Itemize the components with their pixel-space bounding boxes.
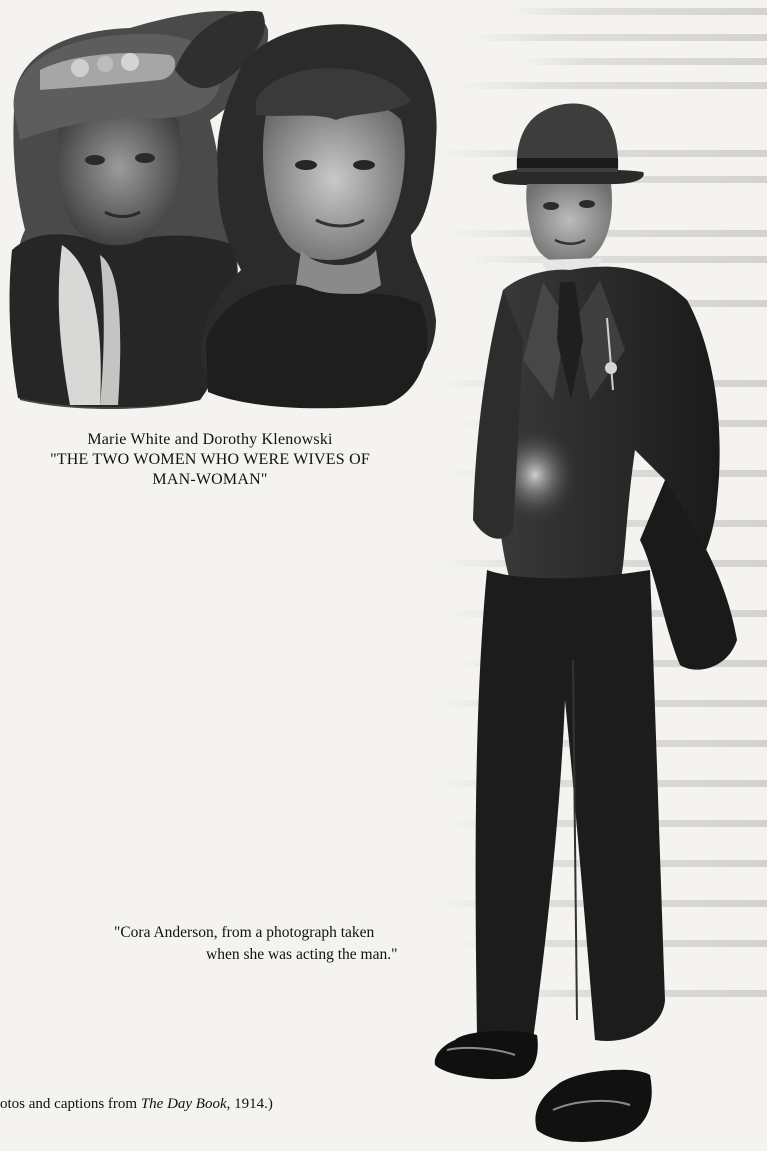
caption-cora-line2: when she was acting the man." [206, 946, 398, 963]
caption-names: Marie White and Dorothy Klenowski [87, 431, 333, 448]
credit-prefix: otos and captions from [0, 1096, 141, 1112]
photo-credit [0, 1096, 273, 1113]
caption-two-women [0, 430, 420, 490]
caption-cora-line1: "Cora Anderson, from a photograph taken [114, 924, 375, 941]
credit-suffix: , 1914.) [226, 1096, 273, 1112]
caption-cora-anderson [114, 922, 397, 966]
credit-publication: The Day Book [140, 1096, 227, 1112]
photo-dorothy-klenowski [196, 20, 446, 412]
photo-cora-anderson [425, 100, 745, 1150]
caption-title-line1: "THE TWO WOMEN WHO WERE WIVES OF [50, 451, 370, 468]
caption-title-line2: MAN-WOMAN" [152, 471, 268, 488]
